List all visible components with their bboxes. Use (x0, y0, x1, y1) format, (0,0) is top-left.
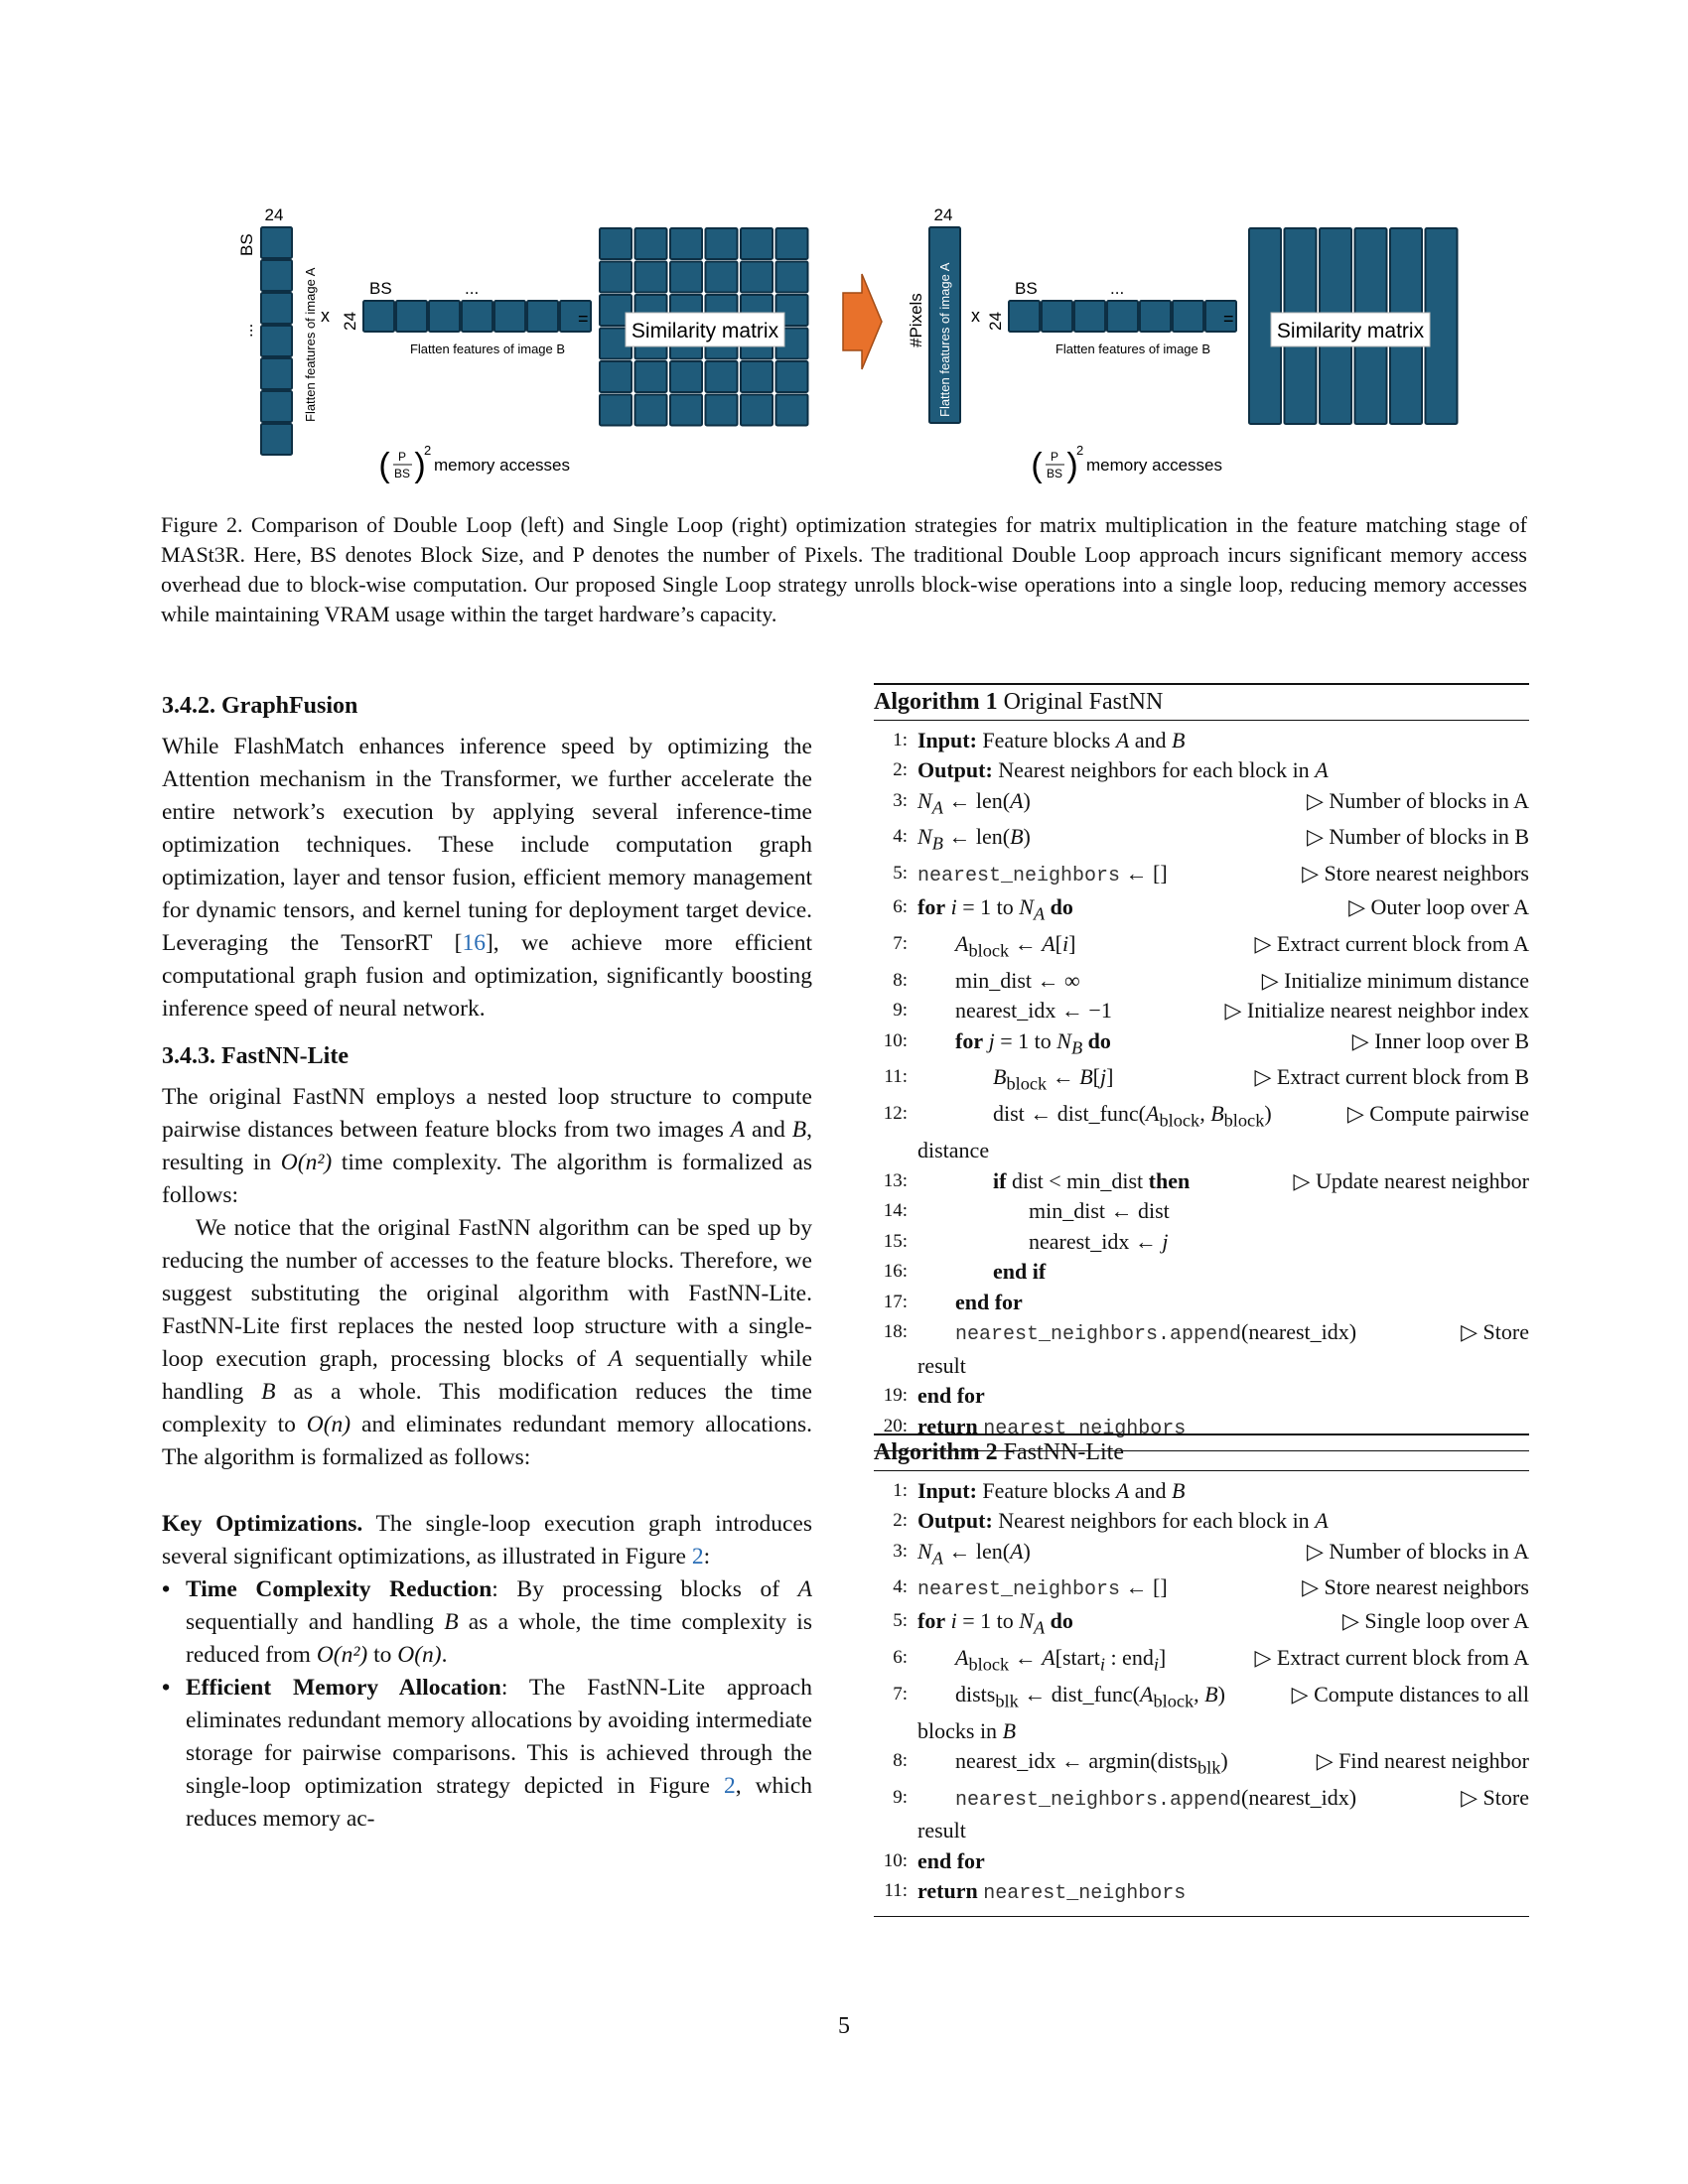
right-label-24-top: 24 (933, 205, 953, 224)
svg-text:BS: BS (393, 467, 411, 480)
left-image-a-blocks (261, 227, 292, 455)
algorithm-1-body: 1: Input: Feature blocks A and B 2: Output: Nearest neighbors for each block in A 3: $N_A$ ← len(A) ▷ Number of blocks in A 4: $N_B$ ← len(B) ▷ Number of blocks in B 5: nearest_neighbors ← [] ▷ Store nearest neighbors 6: for i = 1 to $N_A$ do ▷ Outer loop over A 7: $A_{block}$ ← A[i] ▷ Extract current block from A 8: min_dist ← ∞ ▷ Initialize minimum distance 9: nearest_idx ← −1 ▷ Initialize nearest neighbor index 10: for j = 1 to $N_B$ do ▷ Inner loop over B 11: $B_{block}$ ← B[j] ▷ Extract current block from B 12: dist ← $dist\_func(A_{block}$, $B_{block}$) ▷ Compute pairwise distance 13: if dist < min_dist then ▷ Update nearest neighbor 14: min_dist ← dist 15: nearest_idx ← j 16: end if 17: end for 18: nearest_neighbors.append(nearest_idx) ▷ Store result 19: end for 20: return nearest_neighbors (874, 721, 1529, 1452)
matrix-block (600, 262, 632, 293)
right-memory-formula (1031, 443, 1222, 484)
right-single-loop-panel (907, 205, 1458, 484)
matrix-block (670, 361, 702, 392)
matrix-block (776, 395, 808, 426)
matrix-block (741, 228, 773, 259)
figure-ref-link[interactable]: 2 (723, 1773, 736, 1799)
svg-text:): ) (1066, 447, 1078, 484)
section-heading-graphfusion: 3.4.2. GraphFusion (162, 693, 358, 719)
citation-link[interactable]: 16 (462, 930, 486, 956)
left-label-bs-side: BS (237, 233, 256, 256)
algorithm-2-body: 1: Input: Feature blocks A and B 2: Output: Nearest neighbors for each block in A 3: $N_A$ ← len(A) ▷ Number of blocks in A 4: nearest_neighbors ← [] ▷ Store nearest neighbors 5: for i = 1 to $N_A$ do ▷ Single loop over A 6: $A_{block}$ ← A[start$_i$ : end$_i$] ▷ Extract current block from A 7: dists$_{blk}$ ← $dist\_func(A_{block}$, B) ▷ Compute distances to all blocks in B 8: nearest_idx ← argmin(dists$_{blk}$) ▷ Find nearest neighbor 9: nearest_neighbors.append(nearest_idx) ▷ Store result 10: end for 11: return nearest_neighbors (874, 1471, 1529, 1917)
matrix-block (600, 395, 632, 426)
figure-caption: Figure 2. Comparison of Double Loop (left) and Single Loop (right) optimization strategies for matrix multiplication in the feature matching stage of MASt3R. Here, BS denotes Block Size, and P denotes the number of Pixels. The traditional Double Loop approach incurs significant memory access overhead due to block-wise computation. Our proposed Single Loop strategy unrolls block-wise operations into a single loop, reducing memory accesses while maintaining VRAM usage within the target hardware’s capacity. (161, 512, 1527, 626)
left-memory-formula (378, 443, 570, 484)
svg-text:BS: BS (1046, 467, 1063, 480)
list-item: • Efficient Memory Allocation: The FastNN-Lite approach eliminates redundant memory allocations by avoiding intermediate storage for pairwise comparisons. This is achieved through the single-loop optimization strategy depicted in Figure 2, which reduces memory ac- (162, 1672, 812, 1836)
svg-text:(: ( (1031, 447, 1043, 484)
section-heading-fastnn-lite: 3.4.3. FastNN-Lite (162, 1043, 349, 1069)
figure-2-diagram (0, 0, 1688, 496)
matrix-block (741, 361, 773, 392)
right-label-similarity: Similarity matrix (1276, 320, 1425, 342)
matrix-block (776, 228, 808, 259)
left-label-eq: = (578, 309, 589, 329)
svg-text:memory accesses: memory accesses (434, 456, 570, 475)
right-label-flatten-a: Flatten features of image A (937, 262, 952, 417)
left-label-dots-side: ... (237, 323, 256, 338)
svg-text:2: 2 (1076, 443, 1084, 458)
left-label-similarity: Similarity matrix (631, 320, 779, 342)
right-label-24-mid: 24 (986, 312, 1005, 331)
svg-text:): ) (414, 447, 426, 484)
matrix-block (776, 361, 808, 392)
left-image-b-blocks (363, 301, 591, 332)
matrix-block (741, 395, 773, 426)
svg-text:memory accesses: memory accesses (1086, 456, 1222, 475)
figure-ref-link[interactable]: 2 (691, 1544, 704, 1570)
matrix-block (670, 228, 702, 259)
matrix-block (635, 361, 667, 392)
left-label-24-mid: 24 (341, 312, 359, 331)
transition-arrow (843, 274, 882, 369)
matrix-block (635, 395, 667, 426)
right-label-dots-b: ... (1110, 279, 1125, 298)
left-label-dots-b: ... (465, 279, 480, 298)
matrix-block (670, 262, 702, 293)
algorithm-2-header: Algorithm 2 FastNN-Lite (874, 1433, 1529, 1471)
matrix-block (600, 361, 632, 392)
matrix-block (635, 228, 667, 259)
key-optimizations-paragraph: Key Optimizations. The single-loop execution graph introduces several significant optimizations, as illustrated in Figure 2: (162, 1511, 812, 1570)
right-image-b-blocks (1009, 301, 1236, 332)
right-label-flatten-b: Flatten features of image B (1055, 341, 1211, 356)
left-label-flatten-a: Flatten features of image A (303, 267, 318, 422)
fastnn-paragraph-1: The original FastNN employs a nested loop structure to compute pairwise distances between feature blocks from two images A and B, resulting in O(n²) time complexity. The algorithm is formalized as follows: (162, 1084, 812, 1208)
svg-text:P: P (1050, 450, 1059, 464)
left-label-24-top: 24 (264, 205, 284, 224)
graphfusion-paragraph: While FlashMatch enhances inference speed by optimizing the Attention mechanism in the Transformer, we further accelerate the entire network’s execution by applying several inference-time optimization techniques. These include computation graph optimization, layer and tensor fusion, efficient memory management for dynamic tensors, and kernel tuning for deployment target device. Leveraging the TensorRT [16], we achieve more efficient computational graph fusion and optimization, significantly boosting inference speed of neural network. (162, 734, 812, 1022)
matrix-block (635, 262, 667, 293)
svg-text:(: ( (378, 447, 390, 484)
left-label-x: x (321, 306, 330, 326)
list-item: • Time Complexity Reduction: By processing blocks of A sequentially and handling B as a whole, the time complexity is reduced from O(n²) to O(n). (162, 1573, 812, 1672)
matrix-block (706, 262, 738, 293)
matrix-block (706, 228, 738, 259)
right-label-eq: = (1223, 309, 1234, 329)
fastnn-paragraph-2: We notice that the original FastNN algorithm can be sped up by reducing the number of accesses to the feature blocks. Therefore, we suggest substituting the original algorithm with FastNN-Lite. FastNN-Lite first replaces the nested loop structure with a single-loop execution graph, processing blocks of A sequentially while handling B as a whole. This modification reduces the time complexity to O(n) and eliminates redundant memory allocations. The algorithm is formalized as follows: (162, 1215, 812, 1470)
matrix-block (706, 361, 738, 392)
matrix-block (670, 395, 702, 426)
right-label-bs-b: BS (1015, 279, 1038, 298)
matrix-block (776, 262, 808, 293)
algorithm-1-header: Algorithm 1 Original FastNN (874, 683, 1529, 721)
optimization-list (162, 1573, 812, 1836)
right-label-x: x (971, 306, 980, 326)
left-column (162, 689, 812, 1836)
matrix-block (741, 262, 773, 293)
page-number: 5 (838, 2013, 850, 2039)
algorithm-2-box (874, 1433, 1529, 1917)
left-double-loop-panel (237, 205, 808, 484)
left-label-bs-b: BS (369, 279, 392, 298)
right-label-pixels: #Pixels (907, 293, 925, 347)
matrix-block (600, 228, 632, 259)
svg-text:P: P (397, 450, 407, 464)
svg-text:2: 2 (424, 443, 432, 458)
algorithm-1-box (874, 683, 1529, 1451)
matrix-block (706, 395, 738, 426)
left-label-flatten-b: Flatten features of image B (409, 341, 566, 356)
